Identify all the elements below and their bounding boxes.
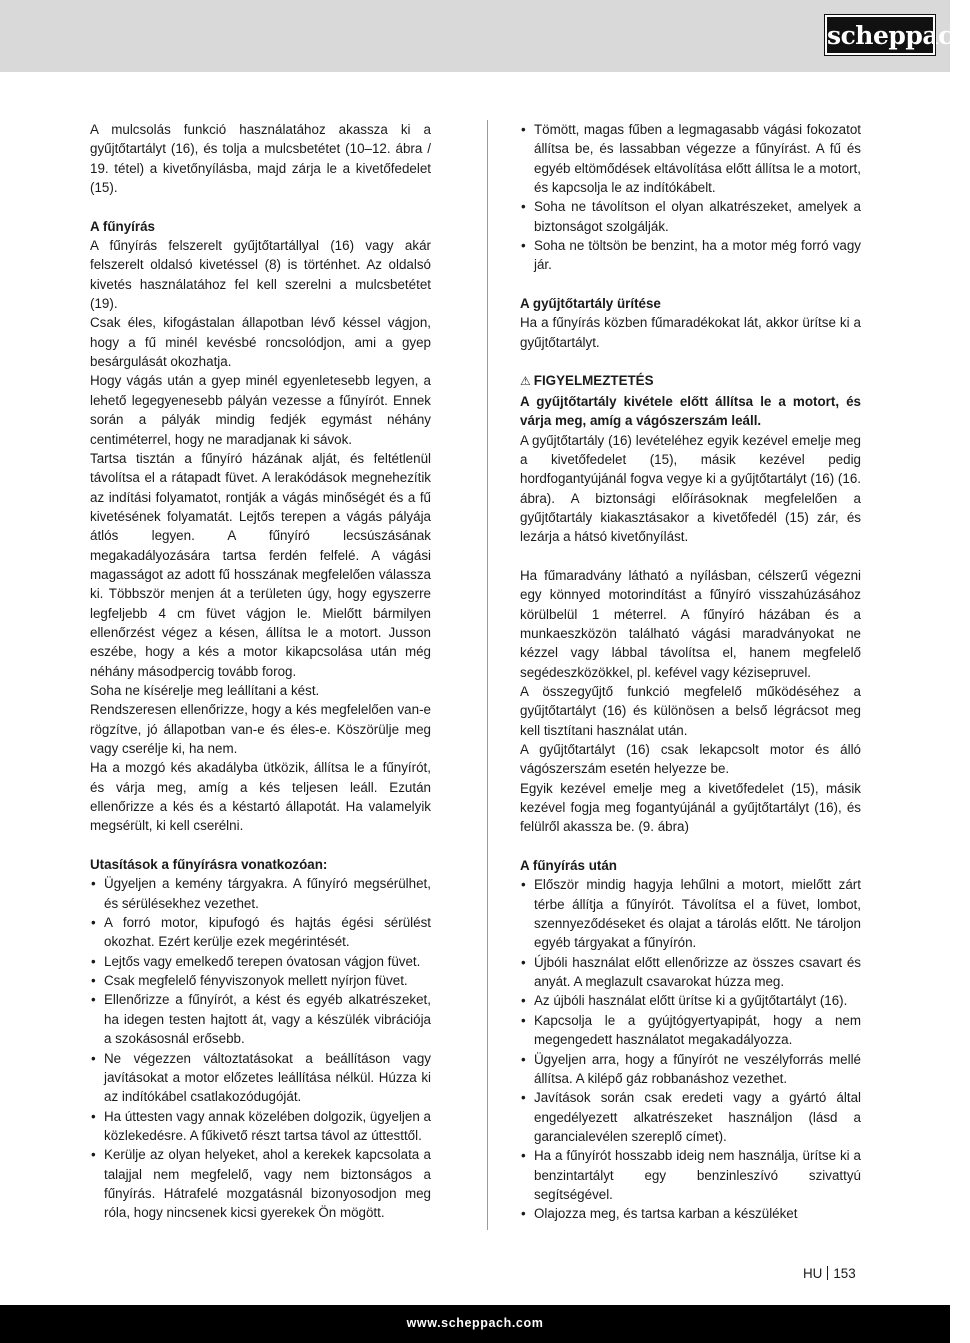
list-item: • Kapcsolja le a gyújtógyertyapipát, hogy a nem megengedett használatot megakadályozza. <box>520 1011 861 1050</box>
mowing-paragraph: Ha a mozgó kés akadályba ütközik, állítsa le a fűnyírót, és várja meg, amíg a kés teljesen leáll. Ezután ellenőrizze a kés és a késtartó állapotát. Ha valamelyik megsérült, ki kell cserélni. <box>90 760 431 834</box>
instructions-list <box>90 874 431 1222</box>
list-item: • A forró motor, kipufogó és hajtás égési sérülést okozhat. Ezért kerülje ezek megérintését. <box>90 913 431 952</box>
emptying-heading: A gyűjtőtartály ürítése <box>520 296 661 312</box>
scheppach-logo: scheppach <box>825 15 935 55</box>
mowing-paragraph: Rendszeresen ellenőrizze, hogy a kés megfelelően van-e rögzítve, jó állapotban van-e és éles-e. Köszörülje meg vagy cserélje ki, ha nem. <box>90 702 431 756</box>
mowing-paragraph: Tartsa tisztán a fűnyíró házának alját, és feltétlenül távolítsa el a rátapadt füvet. A lerakódások megnehezítik az indítási folyamatot, rontják a vágás minőségét és a fű kivetésének folyamatát. Lejtős terepen a vágás pályája átlós legyen. A fűnyíró lecsúszásának megakadályozására tartsa ferdén felfelé. A vágási magasságot az adott fű hosszának megfelelően válassza ki. Többször menjen át a területen úgy, hogy egyszerre legfeljebb 4 cm füvet vágjon le. Mielőtt bármilyen ellenőrzést végez a késen, állítsa le a motort. Jusson eszébe, hogy a kés a motor kikapcsolása után még néhány másodpercig tovább forog. <box>90 450 431 679</box>
after-mowing-list <box>520 875 861 1223</box>
page-number-value: 153 <box>833 1266 856 1281</box>
page-header <box>0 0 970 72</box>
list-item: • Ha úttesten vagy annak közelében dolgozik, ügyeljen a közlekedésre. A fűkivető részt tartsa távol az úttesttől. <box>90 1107 431 1146</box>
warning-text: A gyűjtőtartály (16) levételéhez egyik kezével emelje meg a kivetőfedelet (15), másik kezével pedig hordfogantyújánál fogva vegye ki a gyűjtőtartályt (16) (16. ábra). A biztonsági előírásoknak megfelelően a gyűjtőtartály kiakasztásakor a kivetőfedél (15) zár, és lezárja a hátsó kivetőnyílást. <box>520 432 861 545</box>
list-item: • Ha a fűnyírót hosszabb ideig nem használja, ürítse ki a benzintartályt egy benzinleszívó szivattyú segítségével. <box>520 1146 861 1204</box>
residue-paragraph: Egyik kezével emelje meg a kivetőfedelet (15), másik kezével fogja meg fogantyújánál a gyűjtőtartályt (16), és felülről akassza be. (9. ábra) <box>520 780 861 835</box>
list-item: • Soha ne távolítson el olyan alkatrészeket, amelyek a biztonságot szolgálják. <box>520 197 861 236</box>
left-column <box>90 120 431 1223</box>
page-footer <box>0 1305 950 1343</box>
list-item: • Kerülje az olyan helyeket, ahol a kerekek kapcsolata a talajjal nem megfelelő, vagy nem biztonságos a fűnyírás. Hátrafelé mozgatásnál bizonyosodjon meg róla, hogy nincsenek kicsi gyerekek Ön mögött. <box>90 1145 431 1222</box>
mowing-paragraph: Soha ne kísérelje meg leállítani a kést. <box>90 682 320 698</box>
emptying-text: Ha a fűnyírás közben fűmaradékokat lát, akkor ürítse ki a gyűjtőtartályt. <box>520 315 861 350</box>
website-link[interactable]: www.scheppach.com <box>406 1316 544 1330</box>
mulching-intro: A mulcsolás funkció használatához akassza ki a gyűjtőtartályt (16), és tolja a mulcsbetétet (10–12. ábra / 19. tétel) a kivetőnyílásba, majd zárja le a kivetőfedelet (15). <box>90 122 431 196</box>
page-number <box>803 1265 856 1283</box>
top-bullet-list <box>520 120 861 275</box>
list-item: • Az újbóli használat előtt ürítse ki a gyűjtőtartályt (16). <box>520 991 861 1010</box>
list-item: • Lejtős vagy emelkedő terepen óvatosan vágjon füvet. <box>90 952 431 971</box>
warning-triangle-icon: ⚠ <box>520 374 531 389</box>
residue-paragraph: A gyűjtőtartályt (16) csak lekapcsolt motor és álló vágószerszám esetén helyezze be. <box>520 742 861 777</box>
mowing-paragraph: Csak éles, kifogástalan állapotban lévő késsel vágjon, hogy a fű minél kevésbé roncsolódjon, ami a gyep besárgulását okozhatja. <box>90 315 431 370</box>
list-item: • Újbóli használat előtt ellenőrizze az összes csavart és anyát. A meglazult csavarokat húzza meg. <box>520 953 861 992</box>
list-item: • Ügyeljen arra, hogy a fűnyírót ne veszélyforrás mellé állítsa. A kilépő gáz robbanáshoz vezethet. <box>520 1050 861 1089</box>
mowing-paragraph: Hogy vágás után a gyep minél egyenletesebb legyen, a lehető legegyenesebb pályán vezesse a fűnyírót. Ennek során a pályák mindig fedjék egymást néhány centiméterrel, hogy ne maradjanak ki sávok. <box>90 373 431 447</box>
separator <box>827 1266 828 1280</box>
list-item: • Tömött, magas fűben a legmagasabb vágási fokozatot állítsa be, és lassabban végezze a fűnyírást. A fű és egyéb eltömődések eltávolítása előtt állítsa le a motort, és kapcsolja le az indítókábelt. <box>520 120 861 197</box>
list-item: • Csak megfelelő fényviszonyok mellett nyírjon füvet. <box>90 971 431 990</box>
instructions-heading: Utasítások a fűnyírásra vonatkozóan: <box>90 857 328 873</box>
list-item: • Soha ne töltsön be benzint, ha a motor még forró vagy jár. <box>520 236 861 275</box>
warning-title <box>520 371 861 391</box>
warning-bold-text: A gyűjtőtartály kivétele előtt állítsa le a motort, és várja meg, amíg a vágószerszám leáll. <box>520 393 861 429</box>
mowing-heading: A fűnyírás <box>90 218 155 234</box>
residue-paragraph: A összegyűjtő funkció megfelelő működéséhez a gyűjtőtartályt (16) és különösen a belső légrácsot meg kell tisztítani használat után. <box>520 683 861 738</box>
after-mowing-heading: A fűnyírás után <box>520 858 617 874</box>
warning-heading: FIGYELMEZTETÉS <box>533 373 654 389</box>
mowing-paragraph: A fűnyírás felszerelt gyűjtőtartállyal (16) vagy akár felszerelt oldalsó kivetéssel (8) is történhet. Az oldalsó kivetés használatához fel kell szerelni a mulcsbetétet (19). <box>90 238 431 312</box>
list-item: • Ne végezzen változtatásokat a beállításon vagy javításokat a motor előzetes leállítása nélkül. Húzza ki az indítókábel csatlakozódugóját. <box>90 1049 431 1107</box>
list-item: • Ügyeljen a kemény tárgyakra. A fűnyíró megsérülhet, és sérülésekhez vezethet. <box>90 874 431 913</box>
list-item: • Először mindig hagyja lehűlni a motort, mielőtt zárt térbe állítja a fűnyírót. Távolítsa el a füvet, lombot, szennyeződéseket és olajat a tárolás előtt. Ne tároljon egyéb tárgyakat a fűnyírón. <box>520 875 861 952</box>
list-item: • Olajozza meg, és tartsa karban a készüléket <box>520 1204 861 1223</box>
list-item: • Javítások során csak eredeti vagy a gyártó által engedélyezett alkatrészeket használjon (lásd a garancialevélen szereplő címet). <box>520 1088 861 1146</box>
residue-paragraph: Ha fűmaradvány látható a nyílásban, célszerű végezni egy könnyed motorindítást a fűnyíró visszahúzásához körülbelül 1 méterrel. A fűnyíró házában és a munkaeszközön található vágási maradványokat ne kézzel vagy lábbal távolítsa el, hanem megfelelő segédeszközökkel, pl. kefével vagy kézisepruvel. <box>520 567 861 680</box>
list-item: • Ellenőrizze a fűnyírót, a kést és egyéb alkatrészeket, ha idegen testen hajtott át, vagy a készülék vibrációja a szokásosnál erősebb. <box>90 990 431 1048</box>
column-divider <box>487 120 488 1230</box>
right-column <box>520 120 861 1224</box>
language-code: HU <box>803 1266 823 1281</box>
